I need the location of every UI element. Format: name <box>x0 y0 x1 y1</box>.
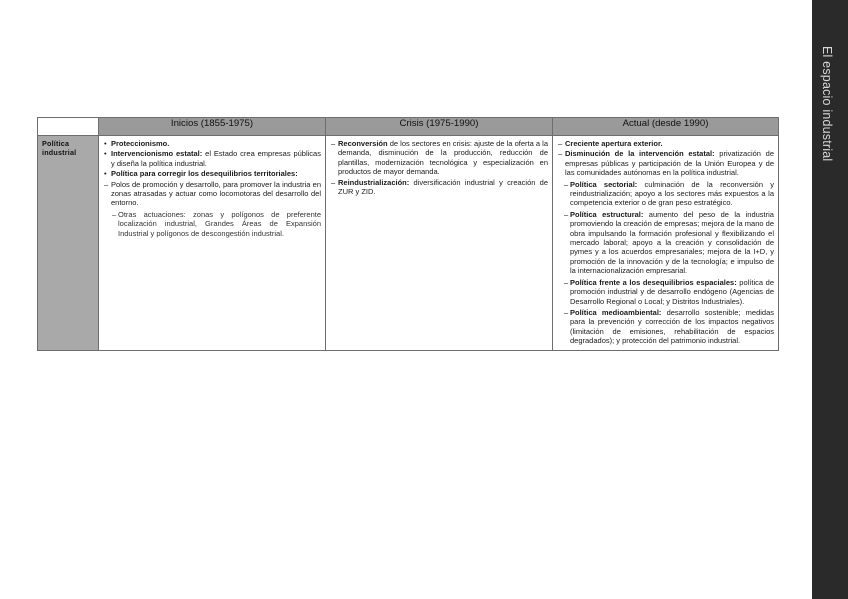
header-inicios: Inicios (1855-1975) <box>99 118 326 136</box>
header-actual: Actual (desde 1990) <box>553 118 779 136</box>
list-item: – Otras actuaciones: zonas y polígonos de preferente localización industrial, Grandes Áreas de Expansión Industrial y polígonos de descongestión industrial. <box>112 209 321 238</box>
dash-icon: – <box>558 139 563 148</box>
list-item: – Política estructural: aumento del peso de la industria promoviendo la creación de empresas; mejora de la mano de obra impulsando la formación profesional y flexibilizando el mercado laboral; apoyo a la creación y consolidación de pymes y a los acuerdos empresariales; mejora de la I+D, y promoción de la innovación y de la tecnología; e impulso de la internacionalización empresarial. <box>564 209 774 276</box>
dash-icon: – <box>564 277 569 287</box>
list-item: – Disminución de la intervención estatal: privatización de empresas públicas y participación de la Unión Europea y de las comunidades autónomas en la política industrial. <box>558 149 775 178</box>
dash-icon: – <box>104 179 109 189</box>
dash-icon: – <box>331 139 336 148</box>
dash-icon: – <box>331 177 336 187</box>
corner-cell <box>38 118 99 136</box>
dash-icon: – <box>564 209 569 219</box>
header-crisis: Crisis (1975-1990) <box>326 118 553 136</box>
bullet-icon: • <box>104 149 107 159</box>
cell-inicios <box>99 136 326 351</box>
cell-actual <box>553 136 779 351</box>
cell-crisis <box>326 136 553 351</box>
list-item: – Política sectorial: culminación de la reconversión y reindustrialización; apoyo a los sectores más expuestos a la competencia exterior o de gran peso estratégico. <box>564 179 775 208</box>
side-tab <box>812 0 848 599</box>
dash-icon: – <box>564 179 569 189</box>
industrial-policy-table <box>37 117 779 351</box>
list-item: – Política medioambiental: desarrollo sostenible; medidas para la prevención y corrección de los impactos negativos (limitación de emisiones, rehabilitación de espacios degradados); y protección del patrimonio industrial. <box>564 307 774 346</box>
list-item: • Política para corregir los desequilibrios territoriales: <box>104 169 298 179</box>
list-item: – Polos de promoción y desarrollo, para promover la industria en zonas atrasadas y actuar como locomotoras del desarrollo del entorno. <box>104 179 321 208</box>
list-item: – Reindustrialización: diversificación industrial y creación de ZUR y ZID. <box>331 177 548 197</box>
dash-icon: – <box>564 307 569 317</box>
list-item: – Política frente a los desequilibrios espaciales: política de promoción industrial y de desarrollo endógeno (Agencias de Desarrollo Regional o Local; y Distritos Industriales). <box>564 277 774 306</box>
dash-icon: – <box>112 209 117 219</box>
row-label-line2: industrial <box>42 148 77 157</box>
bullet-icon: • <box>104 139 107 148</box>
list-item: – Reconversión de los sectores en crisis: ajuste de la oferta a la demanda, disminución de la producción, reducción de plantillas, modernización tecnológica y especialización en productos de mayor demanda. <box>331 139 548 177</box>
bullet-icon: • <box>104 169 107 179</box>
row-label <box>38 136 99 351</box>
list-item: • Proteccionismo. <box>104 139 170 148</box>
list-item: – Creciente apertura exterior. <box>558 139 663 148</box>
list-item: • Intervencionismo estatal: el Estado crea empresas públicas y diseña la política industrial. <box>104 149 321 168</box>
row-label-line1: Política <box>42 139 70 148</box>
dash-icon: – <box>558 149 563 159</box>
row-politica-industrial <box>38 136 779 351</box>
side-tab-title: El espacio industrial <box>820 46 834 162</box>
header-row <box>38 118 779 136</box>
